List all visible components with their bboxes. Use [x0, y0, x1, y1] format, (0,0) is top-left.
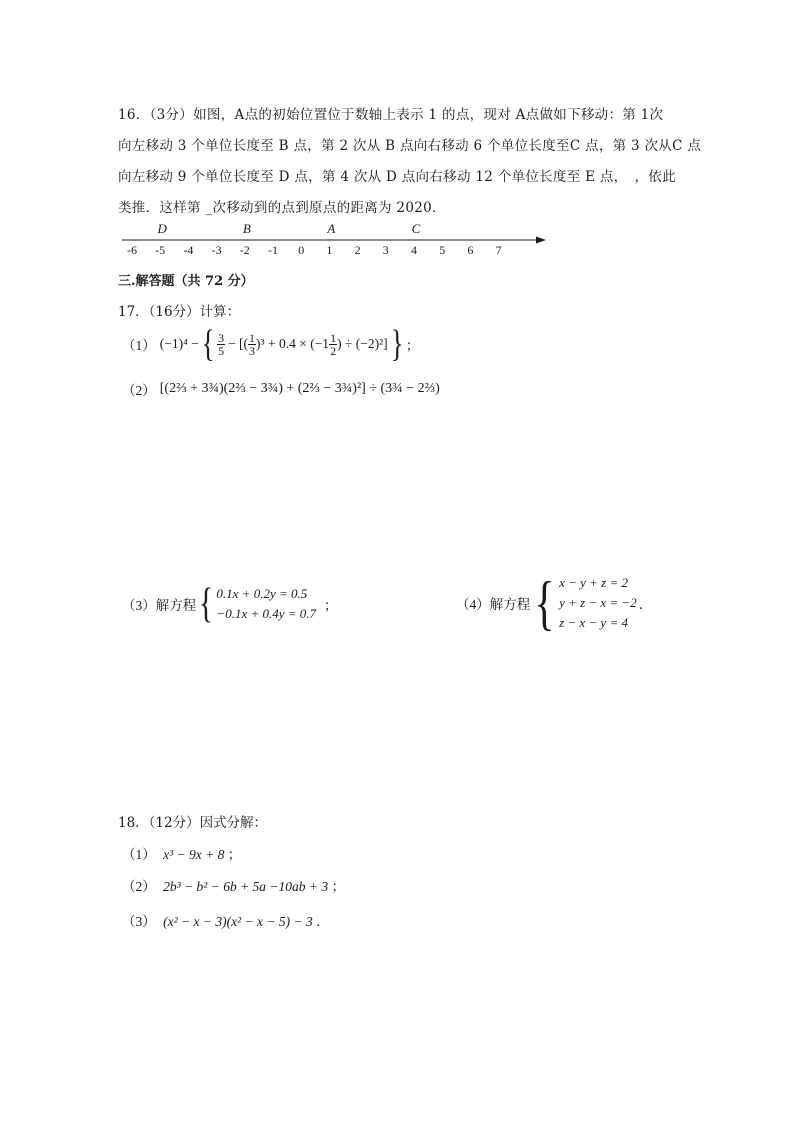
number-line-tick-label: -4: [183, 243, 194, 257]
q18-p1-expr: x³ − 9x + 8: [163, 847, 225, 862]
number-line-point-D: D: [157, 221, 167, 236]
q17-p3-label: （3）解方程: [122, 598, 197, 613]
q18-part3: [122, 910, 330, 930]
q17-p4-eq1: x − y + z = 2: [559, 575, 628, 590]
q16-line-2: 向左移动 3 个单位长度至 B 点，第 2 次从 B 点向右移动 6 个单位长度至C 点，第 3 次从C 点: [118, 138, 702, 154]
q17-p2-label: （2）: [122, 383, 156, 398]
q17-part2: [122, 372, 440, 406]
q17-p4-system: [559, 573, 637, 633]
number-line-tick-label: 1: [326, 243, 333, 257]
q18-p2-expr: 2b³ − b² − 6b + 5a −10ab + 3: [163, 879, 329, 894]
q18-p2-label: （2）: [122, 879, 156, 894]
q18-p2-tail: ；: [331, 879, 346, 894]
q17-part4: [456, 570, 652, 636]
number-line-point-C: C: [411, 221, 421, 236]
q17-p3-eq1: 0.1x + 0.2y = 0.5: [216, 586, 308, 601]
left-brace: {: [199, 581, 214, 627]
fraction-3-5: $\frac{3}{5}$: [218, 330, 225, 358]
q17-p3-system: [216, 584, 316, 624]
q18-p3-expr: (x² − x − 3)(x² − x − 5) − 3: [163, 914, 313, 929]
q18-p3-tail: ．: [316, 914, 330, 929]
arrow-right-icon: [536, 237, 546, 244]
q16-line-4: 类推．这样第 _次移动到的点到原点的距离为 2020．: [118, 200, 446, 216]
q18-part1: [122, 843, 241, 863]
section-3-heading: 三.解答题（共 72 分）: [118, 274, 254, 289]
number-line-tick-label: 3: [382, 243, 389, 257]
q17-p1-part-c: ) ÷ (−2)²]: [337, 336, 388, 351]
q17-p4-label: （4）解方程: [456, 597, 531, 612]
number-line-tick-label: 2: [354, 243, 361, 257]
q17-p1-lead: (−1)⁴ −: [159, 336, 199, 351]
q17-p1-label: （1）: [122, 338, 156, 353]
q17-p3-eq2: −0.1x + 0.4y = 0.7: [216, 606, 317, 621]
fraction-1-3: $\frac{1}{3}$: [249, 330, 256, 358]
q17-p2-expr: [(2⅔ + 3¾)(2⅔ − 3¾) + (2⅔ − 3¾)²] ÷ (3¾ − 2⅔): [159, 381, 440, 396]
left-brace: {: [534, 570, 555, 636]
q17-p3-tail: ；: [324, 598, 338, 613]
q17-p4-eq3: z − x − y = 4: [559, 615, 628, 630]
q18-title: 18．（12分）因式分解：: [118, 815, 268, 831]
number-line-tick-label: -1: [268, 243, 278, 257]
q17-p4-tail: ．: [638, 597, 653, 612]
q17-p4-eq2: y + z − x = −2: [559, 595, 637, 610]
q18-part2: [122, 875, 345, 895]
number-line-tick-label: 7: [495, 243, 502, 257]
number-line-point-B: B: [242, 221, 251, 236]
q16-line-3: 向左移动 9 个单位长度至 D 点，第 4 次从 D 点向右移动 12 个单位长度至 E 点， ，依此: [118, 169, 676, 185]
number-line-point-A: A: [327, 221, 336, 236]
right-brace: }: [390, 323, 404, 365]
number-line-tick-label: -2: [239, 243, 250, 257]
number-line-tick-label: -6: [127, 243, 137, 257]
q18-p1-tail: ；: [227, 847, 242, 862]
number-line-axis: [0, 218, 794, 258]
q17-part1: [122, 323, 420, 365]
q17-p1-tail: ；: [405, 338, 420, 353]
number-line-tick-label: 6: [467, 243, 474, 257]
number-line-tick-label: 0: [298, 243, 305, 257]
number-line-tick-label: 4: [411, 243, 417, 257]
left-brace: {: [201, 323, 215, 365]
number-line-tick-label: 5: [439, 243, 446, 257]
fraction-1-2: $\frac{1}{2}$: [330, 330, 337, 358]
q17-p1-part-b: )³ + 0.4 × (−1: [256, 336, 330, 351]
q18-p1-label: （1）: [122, 847, 156, 862]
q17-part3: [122, 582, 338, 626]
number-line-tick-label: -3: [211, 243, 222, 257]
number-line: [0, 218, 794, 258]
q16-line-1: 16．（3分）如图，A点的初始位置位于数轴上表示 1 的点，现对 A点做如下移动：第 1次: [118, 107, 664, 123]
number-line-tick-label: -5: [155, 243, 166, 257]
q18-p3-label: （3）: [122, 914, 156, 929]
q17-p1-part-a: − [(: [228, 336, 249, 351]
q17-title: 17．（16分）计算：: [118, 304, 241, 320]
